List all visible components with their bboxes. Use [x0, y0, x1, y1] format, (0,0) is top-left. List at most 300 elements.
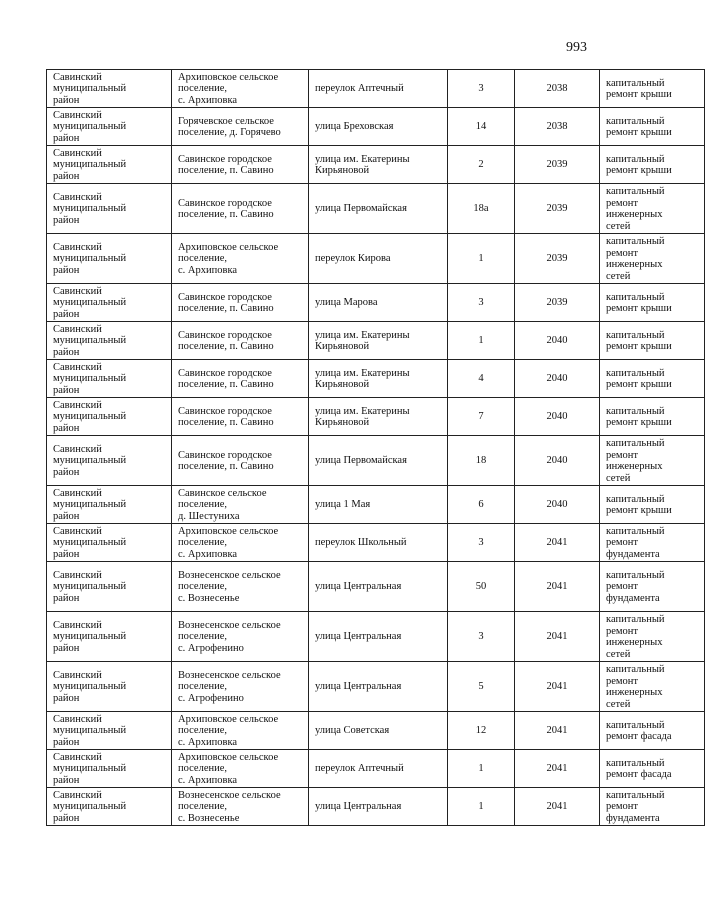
table-row — [47, 322, 705, 360]
settlement-cell — [172, 184, 309, 234]
street-cell — [309, 184, 448, 234]
street-cell — [309, 146, 448, 184]
cell-line: с. Агрофенино — [178, 692, 244, 704]
table-row — [47, 234, 705, 284]
year-cell: 2041 — [515, 712, 600, 750]
cell-line: улица им. Екатерины — [315, 153, 410, 165]
street-cell — [309, 612, 448, 662]
cell-line: поселение, — [178, 253, 228, 265]
cell-line: капитальный — [606, 405, 665, 417]
cell-line: инженерных — [606, 209, 663, 220]
cell-line: ремонт фасада — [606, 731, 672, 742]
cell-line: муниципальный — [53, 801, 127, 813]
table-row — [47, 398, 705, 436]
cell-line: Савинский — [53, 443, 102, 455]
cell-line: район — [53, 346, 80, 358]
cell-line: муниципальный — [53, 373, 127, 385]
work-type-cell — [600, 436, 705, 486]
cell-line: Савинский — [53, 713, 102, 725]
cell-line: улица им. Екатерины — [315, 405, 410, 417]
cell-line: капитальный — [606, 569, 665, 581]
cell-line: Вознесенское сельское — [178, 789, 281, 801]
year-cell: 2040 — [515, 486, 600, 524]
cell-line: поселение, п. Савино — [178, 209, 274, 220]
cell-line: сетей — [606, 472, 631, 484]
work-type-cell — [600, 322, 705, 360]
cell-line: муниципальный — [53, 335, 127, 347]
settlement-cell — [172, 436, 309, 486]
cell-line: улица Марова — [315, 297, 378, 309]
district-cell — [47, 712, 172, 750]
cell-line: ремонт фасада — [606, 769, 672, 780]
cell-line: Вознесенское сельское — [178, 569, 281, 581]
cell-line: район — [53, 264, 80, 276]
street-cell — [309, 360, 448, 398]
year-cell: 2041 — [515, 662, 600, 712]
cell-line: капитальный — [606, 186, 665, 197]
cell-line: Архиповское сельское — [178, 713, 279, 725]
cell-line: поселение, п. Савино — [178, 379, 274, 390]
cell-line: Савинский — [53, 669, 102, 681]
cell-line: инженерных — [606, 687, 663, 698]
table-row — [47, 70, 705, 108]
cell-line: улица Первомайская — [315, 203, 407, 215]
cell-line: с. Агрофенино — [178, 642, 244, 654]
cell-line: муниципальный — [53, 725, 127, 737]
cell-line: улица им. Екатерины — [315, 329, 410, 341]
year-cell: 2040 — [515, 322, 600, 360]
district-cell — [47, 750, 172, 788]
cell-line: ремонт крыши — [606, 89, 672, 100]
house-number-cell: 12 — [448, 712, 515, 750]
settlement-cell — [172, 662, 309, 712]
cell-line: ремонт — [606, 247, 639, 259]
street-cell — [309, 70, 448, 108]
cell-line: Савинский — [53, 109, 102, 121]
street-cell — [309, 662, 448, 712]
cell-line: капитальный — [606, 329, 665, 341]
cell-line: Савинское городское — [178, 449, 272, 461]
table-row — [47, 750, 705, 788]
cell-line: с. Архиповка — [178, 774, 238, 786]
cell-line: ремонт крыши — [606, 341, 672, 352]
cell-line: муниципальный — [53, 455, 127, 467]
house-number-cell: 3 — [448, 70, 515, 108]
cell-line: ремонт крыши — [606, 303, 672, 314]
repair-schedule-table — [46, 69, 705, 826]
cell-line: поселение, п. Савино — [178, 165, 274, 176]
cell-line: Савинский — [53, 361, 102, 373]
settlement-cell — [172, 360, 309, 398]
district-cell — [47, 322, 172, 360]
settlement-cell — [172, 750, 309, 788]
cell-line: муниципальный — [53, 763, 127, 775]
cell-line: ремонт крыши — [606, 379, 672, 390]
cell-line: улица 1 Мая — [315, 499, 371, 511]
district-cell — [47, 108, 172, 146]
work-type-cell — [600, 562, 705, 612]
year-cell: 2041 — [515, 524, 600, 562]
cell-line: переулок Аптечный — [315, 763, 404, 775]
cell-line: муниципальный — [53, 631, 127, 643]
cell-line: поселение, — [178, 499, 228, 511]
cell-line: Савинское сельское — [178, 487, 267, 499]
cell-line: с. Вознесенье — [178, 812, 240, 824]
house-number-cell: 1 — [448, 788, 515, 826]
cell-line: муниципальный — [53, 297, 127, 309]
cell-line: Кирьяновой — [315, 165, 370, 176]
cell-line: ремонт крыши — [606, 127, 672, 138]
cell-line: муниципальный — [53, 203, 127, 215]
cell-line: капитальный — [606, 719, 665, 731]
cell-line: с. Архиповка — [178, 736, 238, 748]
cell-line: район — [53, 466, 80, 478]
cell-line: Вознесенское сельское — [178, 619, 281, 631]
settlement-cell — [172, 284, 309, 322]
work-type-cell — [600, 524, 705, 562]
table-row — [47, 436, 705, 486]
house-number-cell: 3 — [448, 612, 515, 662]
cell-line: Савинское городское — [178, 329, 272, 341]
street-cell — [309, 108, 448, 146]
table-row — [47, 146, 705, 184]
cell-line: с. Архиповка — [178, 548, 238, 560]
cell-line: капитальный — [606, 77, 665, 89]
district-cell — [47, 234, 172, 284]
cell-line: Савинское городское — [178, 405, 272, 417]
settlement-cell — [172, 234, 309, 284]
district-cell — [47, 562, 172, 612]
cell-line: муниципальный — [53, 411, 127, 423]
cell-line: район — [53, 510, 80, 522]
work-type-cell — [600, 108, 705, 146]
work-type-cell — [600, 184, 705, 234]
district-cell — [47, 486, 172, 524]
settlement-cell — [172, 398, 309, 436]
settlement-cell — [172, 322, 309, 360]
settlement-cell — [172, 486, 309, 524]
cell-line: сетей — [606, 270, 631, 282]
house-number-cell: 2 — [448, 146, 515, 184]
settlement-cell — [172, 612, 309, 662]
work-type-cell — [600, 70, 705, 108]
cell-line: Савинский — [53, 487, 102, 499]
cell-line: улица Центральная — [315, 581, 402, 593]
year-cell: 2039 — [515, 184, 600, 234]
cell-line: район — [53, 774, 80, 786]
table-body — [47, 70, 705, 826]
cell-line: Савинский — [53, 147, 102, 159]
year-cell: 2041 — [515, 788, 600, 826]
street-cell — [309, 788, 448, 826]
work-type-cell — [600, 284, 705, 322]
cell-line: капитальный — [606, 236, 665, 247]
cell-line: муниципальный — [53, 499, 127, 511]
house-number-cell: 1 — [448, 322, 515, 360]
cell-line: Савинское городское — [178, 153, 272, 165]
cell-line: с. Архиповка — [178, 264, 238, 276]
street-cell — [309, 322, 448, 360]
cell-line: район — [53, 692, 80, 704]
district-cell — [47, 360, 172, 398]
cell-line: ремонт — [606, 625, 639, 637]
cell-line: сетей — [606, 648, 631, 660]
cell-line: капитальный — [606, 757, 665, 769]
cell-line: улица Бреховская — [315, 121, 394, 133]
year-cell: 2040 — [515, 436, 600, 486]
house-number-cell: 14 — [448, 108, 515, 146]
cell-line: инженерных — [606, 461, 663, 472]
year-cell: 2040 — [515, 360, 600, 398]
cell-line: Архиповское сельское — [178, 751, 279, 763]
house-number-cell: 7 — [448, 398, 515, 436]
cell-line: поселение, — [178, 581, 228, 593]
cell-line: муниципальный — [53, 537, 127, 549]
cell-line: поселение, — [178, 83, 228, 95]
year-cell: 2038 — [515, 108, 600, 146]
work-type-cell — [600, 750, 705, 788]
cell-line: район — [53, 170, 80, 182]
cell-line: Савинское городское — [178, 291, 272, 303]
cell-line: ремонт — [606, 537, 639, 549]
street-cell — [309, 398, 448, 436]
page-number: 993 — [566, 40, 587, 55]
work-type-cell — [600, 612, 705, 662]
table-row — [47, 486, 705, 524]
cell-line: улица им. Екатерины — [315, 367, 410, 379]
district-cell — [47, 398, 172, 436]
cell-line: с. Вознесенье — [178, 592, 240, 604]
cell-line: муниципальный — [53, 581, 127, 593]
settlement-cell — [172, 108, 309, 146]
street-cell — [309, 562, 448, 612]
cell-line: фундамента — [606, 548, 660, 560]
cell-line: с. Архиповка — [178, 94, 238, 106]
cell-line: поселение, п. Савино — [178, 303, 274, 314]
cell-line: улица Центральная — [315, 681, 402, 693]
settlement-cell — [172, 788, 309, 826]
cell-line: Горячевское сельское — [178, 115, 274, 127]
cell-line: Савинский — [53, 71, 102, 83]
cell-line: Кирьяновой — [315, 417, 370, 428]
cell-line: переулок Кирова — [315, 253, 391, 265]
table-row — [47, 108, 705, 146]
year-cell: 2038 — [515, 70, 600, 108]
cell-line: ремонт — [606, 197, 639, 209]
cell-line: переулок Аптечный — [315, 83, 404, 95]
house-number-cell: 1 — [448, 234, 515, 284]
district-cell — [47, 284, 172, 322]
cell-line: поселение, п. Савино — [178, 461, 274, 472]
district-cell — [47, 524, 172, 562]
house-number-cell: 6 — [448, 486, 515, 524]
cell-line: район — [53, 94, 80, 106]
cell-line: Савинский — [53, 323, 102, 335]
table-row — [47, 612, 705, 662]
house-number-cell: 1 — [448, 750, 515, 788]
table-row — [47, 562, 705, 612]
cell-line: муниципальный — [53, 159, 127, 171]
district-cell — [47, 662, 172, 712]
cell-line: капитальный — [606, 115, 665, 127]
cell-line: Савинский — [53, 619, 102, 631]
year-cell: 2039 — [515, 284, 600, 322]
cell-line: поселение, — [178, 725, 228, 737]
cell-line: Савинский — [53, 569, 102, 581]
cell-line: Савинский — [53, 399, 102, 411]
cell-line: капитальный — [606, 525, 665, 537]
cell-line: сетей — [606, 220, 631, 232]
work-type-cell — [600, 360, 705, 398]
cell-line: муниципальный — [53, 121, 127, 133]
table-row — [47, 284, 705, 322]
cell-line: ремонт — [606, 675, 639, 687]
cell-line: переулок Школьный — [315, 537, 407, 549]
house-number-cell: 18 — [448, 436, 515, 486]
cell-line: Савинский — [53, 789, 102, 801]
house-number-cell: 4 — [448, 360, 515, 398]
cell-line: Савинский — [53, 191, 102, 203]
cell-line: Савинский — [53, 751, 102, 763]
cell-line: капитальный — [606, 789, 665, 801]
cell-line: поселение, — [178, 537, 228, 549]
work-type-cell — [600, 486, 705, 524]
cell-line: фундамента — [606, 592, 660, 604]
table-row — [47, 662, 705, 712]
cell-line: Савинский — [53, 285, 102, 297]
cell-line: район — [53, 548, 80, 560]
cell-line: ремонт крыши — [606, 417, 672, 428]
cell-line: поселение, — [178, 763, 228, 775]
cell-line: улица Центральная — [315, 631, 402, 643]
house-number-cell: 5 — [448, 662, 515, 712]
cell-line: район — [53, 308, 80, 320]
cell-line: район — [53, 132, 80, 144]
cell-line: поселение, — [178, 631, 228, 643]
cell-line: ремонт — [606, 581, 639, 593]
year-cell: 2040 — [515, 398, 600, 436]
cell-line: поселение, д. Горячево — [178, 127, 281, 138]
cell-line: район — [53, 592, 80, 604]
cell-line: Кирьяновой — [315, 341, 370, 352]
cell-line: Вознесенское сельское — [178, 669, 281, 681]
house-number-cell: 3 — [448, 524, 515, 562]
street-cell — [309, 750, 448, 788]
house-number-cell: 18а — [448, 184, 515, 234]
street-cell — [309, 486, 448, 524]
district-cell — [47, 184, 172, 234]
cell-line: муниципальный — [53, 83, 127, 95]
cell-line: ремонт — [606, 801, 639, 813]
cell-line: ремонт крыши — [606, 505, 672, 516]
cell-line: Архиповское сельское — [178, 241, 279, 253]
cell-line: инженерных — [606, 637, 663, 648]
street-cell — [309, 436, 448, 486]
cell-line: район — [53, 642, 80, 654]
cell-line: капитальный — [606, 291, 665, 303]
cell-line: Архиповское сельское — [178, 71, 279, 83]
cell-line: район — [53, 214, 80, 226]
settlement-cell — [172, 524, 309, 562]
street-cell — [309, 234, 448, 284]
street-cell — [309, 284, 448, 322]
cell-line: сетей — [606, 698, 631, 710]
district-cell — [47, 146, 172, 184]
cell-line: фундамента — [606, 812, 660, 824]
cell-line: Савинское городское — [178, 197, 272, 209]
work-type-cell — [600, 234, 705, 284]
year-cell: 2041 — [515, 612, 600, 662]
table-row — [47, 712, 705, 750]
settlement-cell — [172, 146, 309, 184]
cell-line: поселение, — [178, 801, 228, 813]
work-type-cell — [600, 398, 705, 436]
cell-line: Архиповское сельское — [178, 525, 279, 537]
year-cell: 2039 — [515, 146, 600, 184]
settlement-cell — [172, 712, 309, 750]
cell-line: Савинское городское — [178, 367, 272, 379]
cell-line: муниципальный — [53, 253, 127, 265]
table-row — [47, 788, 705, 826]
work-type-cell — [600, 712, 705, 750]
work-type-cell — [600, 662, 705, 712]
house-number-cell: 50 — [448, 562, 515, 612]
cell-line: поселение, п. Савино — [178, 341, 274, 352]
cell-line: район — [53, 736, 80, 748]
cell-line: инженерных — [606, 259, 663, 270]
district-cell — [47, 70, 172, 108]
work-type-cell — [600, 788, 705, 826]
table-row — [47, 524, 705, 562]
cell-line: муниципальный — [53, 681, 127, 693]
cell-line: капитальный — [606, 153, 665, 165]
year-cell: 2041 — [515, 750, 600, 788]
cell-line: улица Центральная — [315, 801, 402, 813]
house-number-cell: 3 — [448, 284, 515, 322]
cell-line: район — [53, 384, 80, 396]
cell-line: Савинский — [53, 241, 102, 253]
settlement-cell — [172, 70, 309, 108]
table-row — [47, 184, 705, 234]
district-cell — [47, 788, 172, 826]
cell-line: Савинский — [53, 525, 102, 537]
cell-line: поселение, п. Савино — [178, 417, 274, 428]
cell-line: капитальный — [606, 664, 665, 675]
cell-line: капитальный — [606, 367, 665, 379]
cell-line: Кирьяновой — [315, 379, 370, 390]
street-cell — [309, 712, 448, 750]
table-row — [47, 360, 705, 398]
cell-line: район — [53, 422, 80, 434]
cell-line: улица Первомайская — [315, 455, 407, 467]
cell-line: поселение, — [178, 681, 228, 693]
settlement-cell — [172, 562, 309, 612]
work-type-cell — [600, 146, 705, 184]
cell-line: капитальный — [606, 493, 665, 505]
year-cell: 2039 — [515, 234, 600, 284]
cell-line: капитальный — [606, 614, 665, 625]
district-cell — [47, 436, 172, 486]
cell-line: улица Советская — [315, 725, 390, 737]
cell-line: район — [53, 812, 80, 824]
cell-line: д. Шестуниха — [178, 510, 240, 522]
year-cell: 2041 — [515, 562, 600, 612]
street-cell — [309, 524, 448, 562]
cell-line: капитальный — [606, 438, 665, 449]
district-cell — [47, 612, 172, 662]
cell-line: ремонт — [606, 449, 639, 461]
cell-line: ремонт крыши — [606, 165, 672, 176]
